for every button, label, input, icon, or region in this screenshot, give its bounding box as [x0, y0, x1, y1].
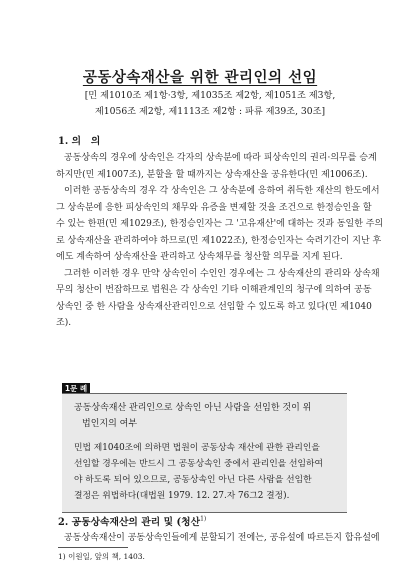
- section-2-heading: [58, 514, 206, 528]
- example-question: [74, 400, 342, 432]
- section-1-heading: 1. 의 의: [58, 136, 101, 147]
- body-line: 무의 청산이 번잡하므로 법원은 각 상속인 기타 이해관계인의 청구에 의하여 공동: [56, 285, 372, 295]
- example-box: [62, 393, 347, 513]
- body-line: 조).: [56, 318, 72, 328]
- answer-line: 민법 제1040조에 의하면 법원이 공동상속 재산에 관한 관리인을: [74, 443, 320, 453]
- footnote: 1) 이원일, 앞의 책, 1403.: [58, 552, 145, 561]
- body-line: 하지만(민 제1007조), 분할을 할 때까지는 상속재산을 공유한다(민 제1006조).: [56, 169, 368, 180]
- body-line: 공동상속의 경우에 상속인은 각자의 상속분에 따라 피상속인의 권리·의무를 승계: [64, 153, 377, 163]
- answer-line: 야 하도록 되어 있으므로, 공동상속인 아닌 다른 사람을 선임한: [74, 475, 312, 485]
- reference-line: 제1056조 제2항, 제1113조 제2항 : 파류 제39조, 30조]: [94, 106, 326, 117]
- question-line: 법인지의 여부: [82, 419, 138, 429]
- legal-references: [70, 88, 350, 120]
- footnote-divider: [58, 547, 128, 548]
- body-line: 상속인 중 한 사람을 상속재산관리인으로 선임할 수 있도록 하고 있다(민 제1040: [56, 301, 372, 312]
- page-title: 공동상속재산을 위한 관리인의 선임: [82, 69, 318, 86]
- example-tag: 1문 례: [62, 383, 90, 394]
- body-line: 에도 계속하여 상속재산을 관리하고 상속채무를 청산할 의무를 지게 된다.: [56, 252, 343, 262]
- body-line: 이러한 공동상속의 경우 각 상속인은 그 상속분에 응하여 취득한 재산의 한도에서: [64, 186, 380, 196]
- reference-line: [민 제1010조 제1항·3항, 제1035조 제2항, 제1051조 제3항,: [84, 90, 336, 101]
- section-2-heading-text: 2. 공동상속재산의 관리 및 (청산: [58, 517, 201, 528]
- answer-line: 선임할 경우에는 반드시 그 공동상속인 중에서 관리인을 선임하여: [74, 459, 324, 469]
- body-line: 수 있는 한편(민 제1029조), 한정승인자는 그 '고유재산'에 대하는 것과 동일한 주의: [56, 219, 384, 229]
- section-2-body-line: 공동상속재산이 공동상속인들에게 분할되기 전에는, 공유설에 따르든지 합유설에: [64, 533, 380, 543]
- body-line: 그러한 이러한 경우 만약 상속인이 수인인 경우에는 그 상속재산의 관리와 상속채: [64, 268, 380, 279]
- body-line: 그 상속분에 응한 피상속인의 채무와 유증을 변제할 것을 조건으로 한정승인을 할: [56, 202, 372, 213]
- example-answer: [74, 440, 342, 504]
- body-line: 로 상속재산을 관리하여야 하므로(민 제1022조), 한정승인자는 숙려기간이 지난 후: [56, 235, 382, 246]
- footnote-ref: 1): [200, 515, 207, 523]
- section-1-body: [56, 150, 384, 332]
- question-line: 공동상속재산 관리인으로 상속인 아닌 사람을 선임한 것이 위: [74, 403, 312, 413]
- answer-line: 결정은 위법하다(대법원 1979. 12. 27.자 76그2 결정).: [74, 491, 290, 501]
